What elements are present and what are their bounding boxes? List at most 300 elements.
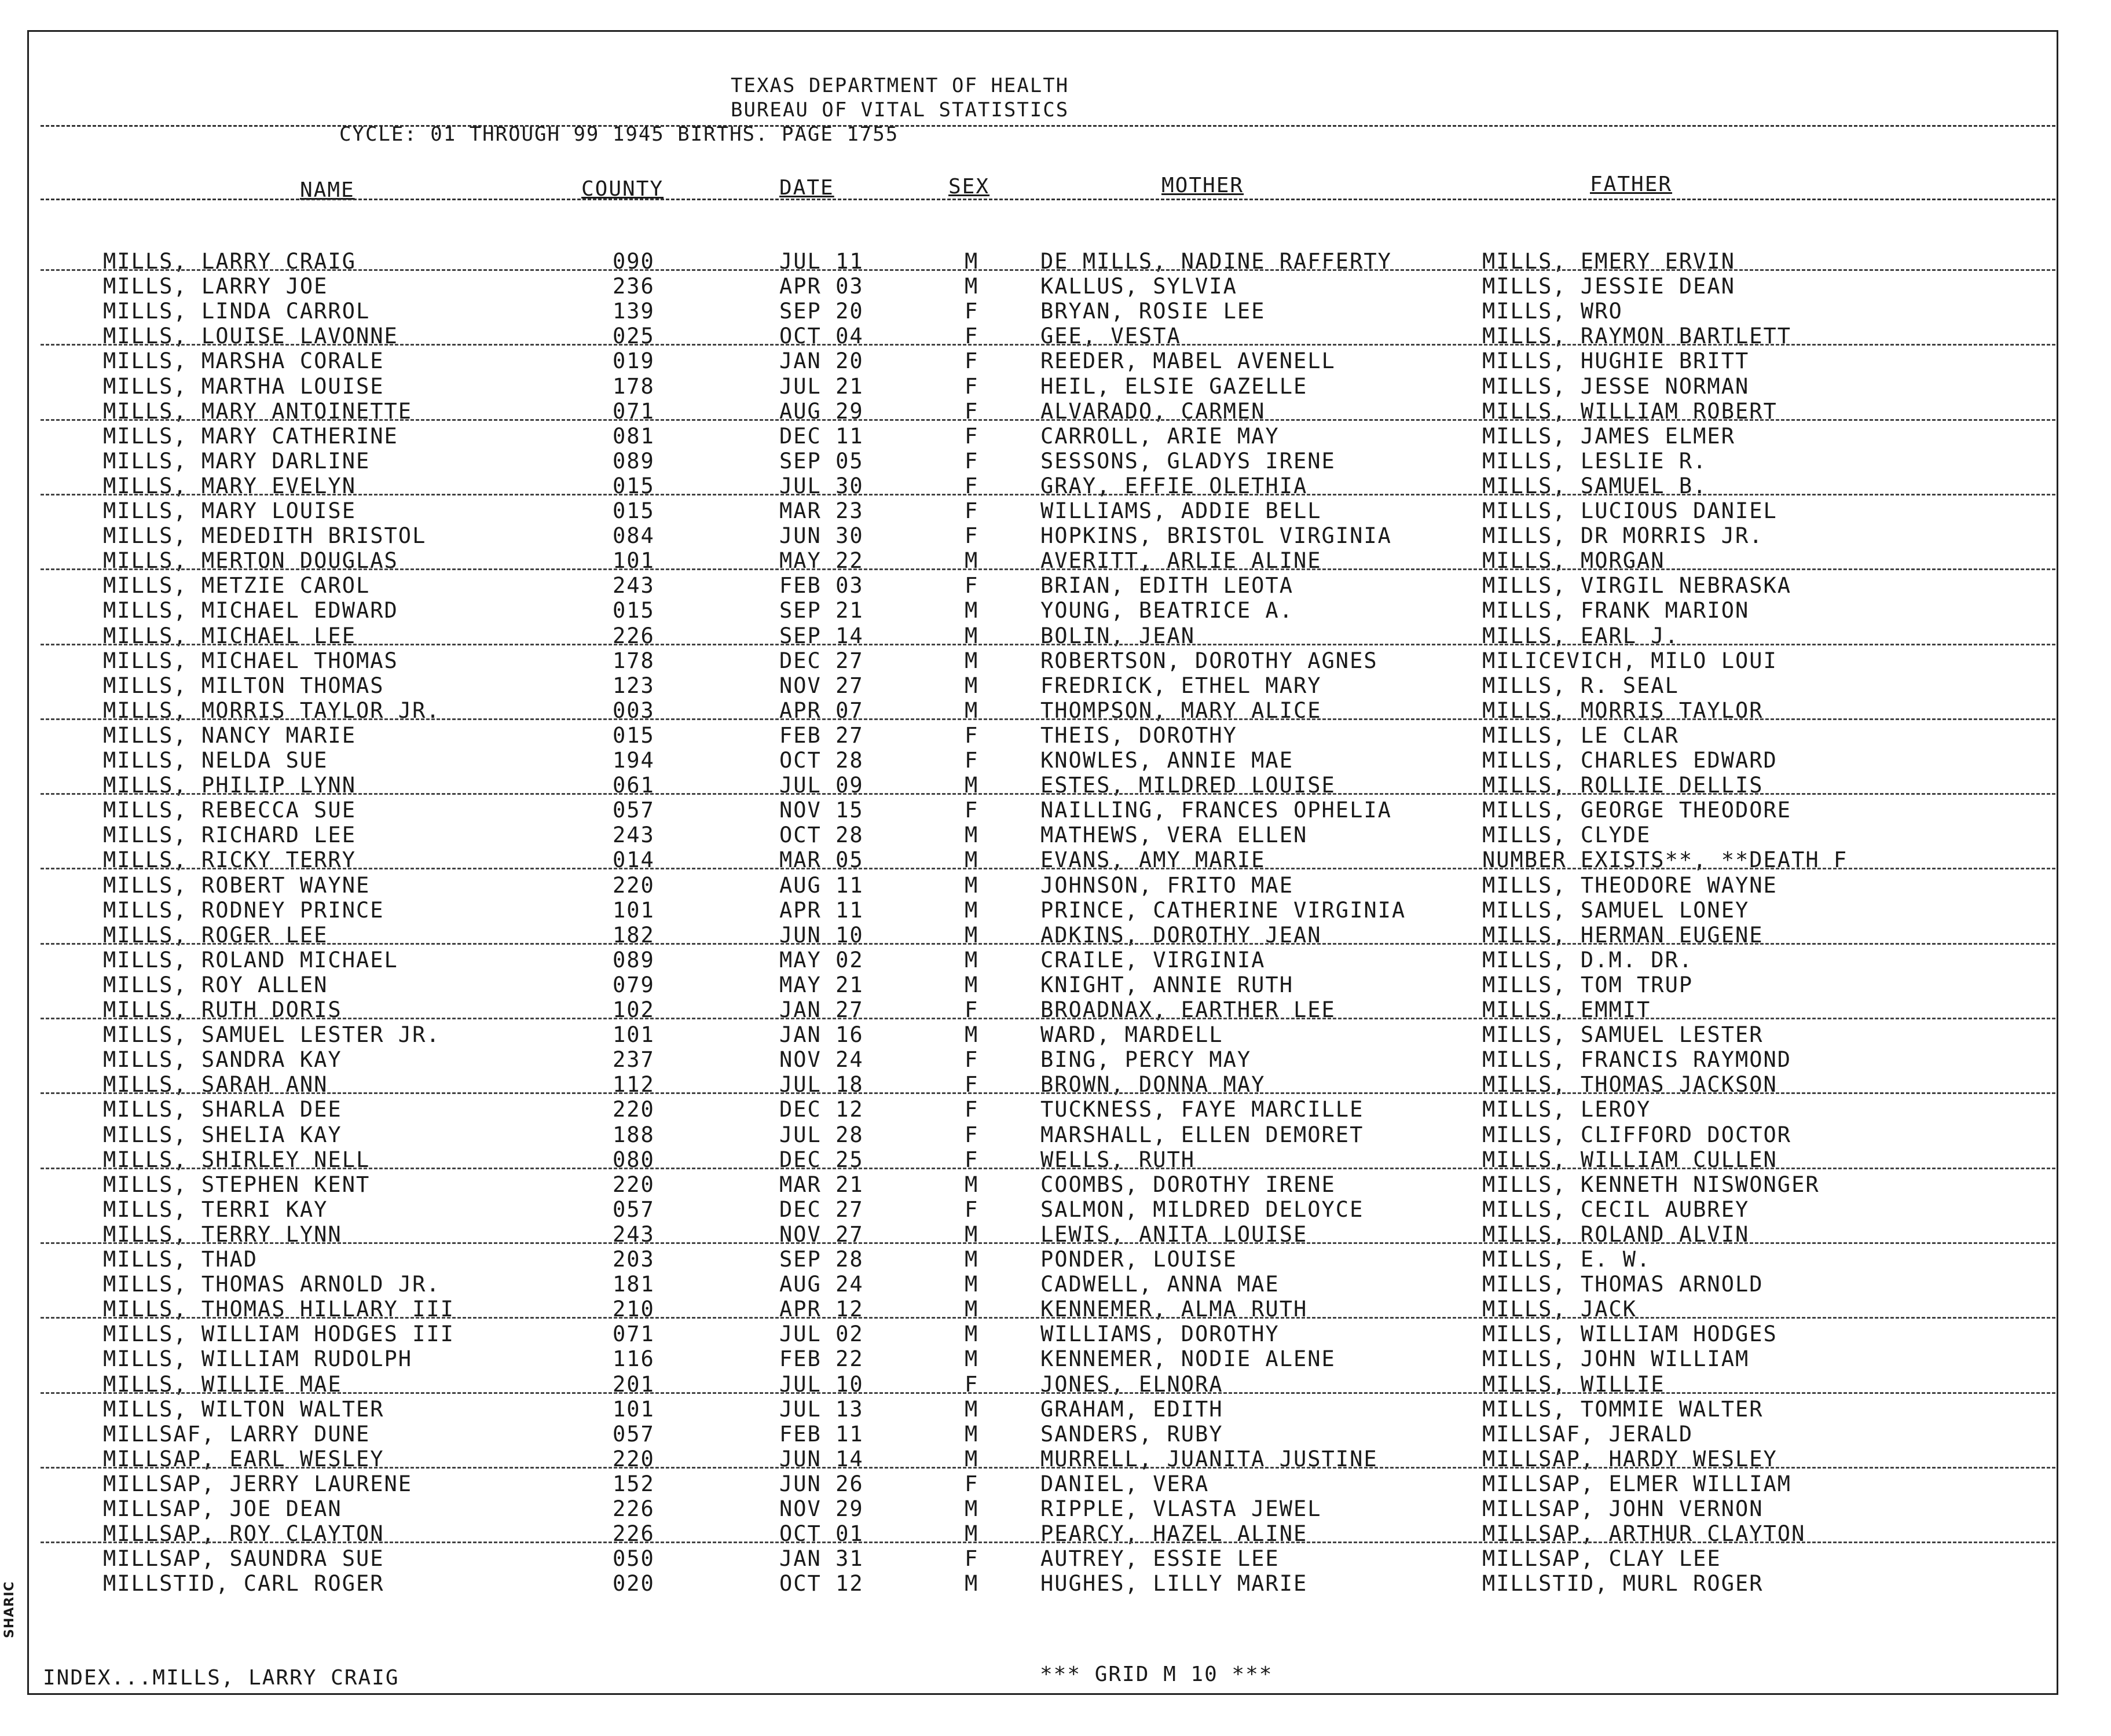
record-county: 057 [613, 1197, 655, 1222]
row-separator [41, 868, 2055, 869]
record-mother: KENNEMER, NODIE ALENE [1040, 1346, 1336, 1372]
record-father: MILLS, TOM TRUP [1482, 972, 1694, 997]
record-name: MILLS, MEDEDITH BRISTOL [103, 523, 427, 549]
record-date: MAR 21 [779, 1172, 864, 1197]
record-mother: HEIL, ELSIE GAZELLE [1040, 373, 1308, 399]
record-date: DEC 27 [779, 1197, 864, 1222]
record-date: OCT 28 [779, 748, 864, 773]
record-date: DEC 27 [779, 648, 864, 673]
record-name: MILLS, WILLIAM RUDOLPH [103, 1346, 413, 1372]
record-mother: THEIS, DOROTHY [1040, 722, 1237, 748]
record-row [0, 823, 2111, 847]
record-date: MAY 22 [779, 548, 864, 574]
record-date: OCT 01 [779, 1521, 864, 1547]
record-row [0, 1571, 2111, 1595]
record-name: MILLS, MARY DARLINE [103, 448, 371, 474]
record-name: MILLS, METZIE CAROL [103, 573, 371, 599]
record-mother: FREDRICK, ETHEL MARY [1040, 673, 1322, 698]
record-father: MILLS, HERMAN EUGENE [1482, 922, 1764, 948]
record-mother: KALLUS, SYLVIA [1040, 274, 1237, 299]
record-father: MILLS, SAMUEL LESTER [1482, 1022, 1764, 1048]
record-date: NOV 24 [779, 1047, 864, 1073]
record-county: 080 [613, 1147, 655, 1172]
record-row [0, 1397, 2111, 1421]
record-county: 019 [613, 348, 655, 374]
record-name: MILLS, THOMAS HILLARY III [103, 1297, 455, 1322]
record-mother: BROWN, DONNA MAY [1040, 1072, 1266, 1098]
record-date: AUG 11 [779, 872, 864, 898]
record-date: MAY 21 [779, 972, 864, 997]
record-county: 226 [613, 623, 655, 648]
record-county: 071 [613, 398, 655, 424]
record-father: MILLS, HUGHIE BRITT [1482, 348, 1750, 374]
record-row [0, 1546, 2111, 1570]
record-county: 015 [613, 722, 655, 748]
record-date: MAR 05 [779, 847, 864, 873]
record-name: MILLSAP, ROY CLAYTON [103, 1521, 384, 1547]
record-date: JUL 10 [779, 1371, 864, 1397]
record-mother: ALVARADO, CARMEN [1040, 398, 1266, 424]
record-county: 015 [613, 473, 655, 498]
record-name: MILLS, MORRIS TAYLOR JR. [103, 698, 441, 723]
record-sex: F [965, 473, 979, 498]
record-row [0, 1272, 2111, 1296]
record-sex: M [965, 274, 979, 299]
record-mother: AVERITT, ARLIE ALINE [1040, 548, 1322, 574]
record-father: MILLS, JACK [1482, 1297, 1637, 1322]
record-sex: M [965, 1247, 979, 1272]
record-mother: JOHNSON, FRITO MAE [1040, 872, 1293, 898]
record-date: JAN 31 [779, 1546, 864, 1572]
record-father: MILLS, LE CLAR [1482, 722, 1679, 748]
row-separator [41, 419, 2055, 421]
row-separator [41, 269, 2055, 271]
record-name: MILLS, TERRY LYNN [103, 1221, 342, 1247]
record-county: 139 [613, 299, 655, 324]
record-father: MILLS, WILLIE [1482, 1371, 1665, 1397]
record-date: DEC 12 [779, 1097, 864, 1122]
record-sex: M [965, 1346, 979, 1372]
record-sex: F [965, 1371, 979, 1397]
record-date: APR 12 [779, 1297, 864, 1322]
row-separator [41, 1467, 2055, 1469]
record-county: 015 [613, 498, 655, 523]
record-mother: PEARCY, HAZEL ALINE [1040, 1521, 1308, 1547]
record-mother: HUGHES, LILLY MARIE [1040, 1571, 1308, 1596]
record-county: 226 [613, 1521, 655, 1547]
record-county: 020 [613, 1571, 655, 1596]
record-sex: M [965, 1421, 979, 1447]
record-sex: F [965, 748, 979, 773]
record-mother: BRIAN, EDITH LEOTA [1040, 573, 1293, 599]
record-sex: M [965, 1322, 979, 1347]
record-date: JUL 09 [779, 773, 864, 798]
record-name: MILLS, MARSHA CORALE [103, 348, 384, 374]
record-county: 090 [613, 249, 655, 274]
record-mother: MARSHALL, ELLEN DEMORET [1040, 1122, 1364, 1147]
record-mother: KNIGHT, ANNIE RUTH [1040, 972, 1293, 997]
record-date: NOV 15 [779, 798, 864, 823]
record-row [0, 1122, 2111, 1147]
record-county: 050 [613, 1546, 655, 1572]
record-father: MILLSAP, ARTHUR CLAYTON [1482, 1521, 1806, 1547]
record-father: MILLSAP, ELMER WILLIAM [1482, 1471, 1792, 1496]
record-county: 152 [613, 1471, 655, 1496]
record-name: MILLSAP, SAUNDRA SUE [103, 1546, 384, 1572]
record-name: MILLS, REBECCA SUE [103, 798, 356, 823]
record-mother: BING, PERCY MAY [1040, 1047, 1252, 1073]
record-name: MILLS, MICHAEL THOMAS [103, 648, 398, 673]
record-name: MILLS, WILTON WALTER [103, 1396, 384, 1422]
record-name: MILLS, RODNEY PRINCE [103, 897, 384, 923]
record-date: APR 03 [779, 274, 864, 299]
record-sex: F [965, 299, 979, 324]
record-sex: F [965, 997, 979, 1022]
record-mother: SANDERS, RUBY [1040, 1421, 1223, 1447]
column-header-sex: SEX [948, 175, 990, 199]
record-sex: F [965, 1072, 979, 1098]
record-mother: GEE, VESTA [1040, 324, 1181, 349]
record-mother: GRAY, EFFIE OLETHIA [1040, 473, 1308, 498]
record-father: MILLS, JESSIE DEAN [1482, 274, 1735, 299]
record-county: 101 [613, 897, 655, 923]
record-date: JUN 10 [779, 922, 864, 948]
record-name: MILLS, MARY CATHERINE [103, 423, 398, 449]
record-date: JUL 13 [779, 1396, 864, 1422]
record-date: MAR 23 [779, 498, 864, 523]
record-sex: M [965, 598, 979, 623]
record-father: MILLS, MORGAN [1482, 548, 1665, 574]
record-name: MILLS, MERTON DOUGLAS [103, 548, 398, 574]
record-county: 079 [613, 972, 655, 997]
record-county: 210 [613, 1297, 655, 1322]
record-name: MILLS, MARY ANTOINETTE [103, 398, 413, 424]
record-name: MILLS, THOMAS ARNOLD JR. [103, 1272, 441, 1297]
record-mother: KNOWLES, ANNIE MAE [1040, 748, 1293, 773]
row-separator [41, 344, 2055, 346]
column-header-father: FATHER [1590, 173, 1673, 196]
record-father: MILLS, LEROY [1482, 1097, 1651, 1122]
record-county: 061 [613, 773, 655, 798]
record-county: 220 [613, 1097, 655, 1122]
record-date: JUL 30 [779, 473, 864, 498]
record-date: JAN 27 [779, 997, 864, 1022]
record-name: MILLS, MICHAEL LEE [103, 623, 356, 648]
record-date: SEP 28 [779, 1247, 864, 1272]
record-sex: M [965, 623, 979, 648]
record-father: MILLS, ROLAND ALVIN [1482, 1221, 1750, 1247]
record-row [0, 948, 2111, 972]
row-separator [41, 1168, 2055, 1169]
header-agency: TEXAS DEPARTMENT OF HEALTH [731, 74, 1069, 97]
record-father: MILLS, EMERY ERVIN [1482, 249, 1735, 274]
record-name: MILLS, RICKY TERRY [103, 847, 356, 873]
record-name: MILLS, NELDA SUE [103, 748, 328, 773]
record-father: MILLS, KENNETH NISWONGER [1482, 1172, 1820, 1197]
record-mother: SESSONS, GLADYS IRENE [1040, 448, 1336, 474]
record-county: 220 [613, 1172, 655, 1197]
record-sex: M [965, 1446, 979, 1471]
row-separator [41, 494, 2055, 496]
record-row [0, 1322, 2111, 1346]
record-sex: F [965, 423, 979, 449]
record-row [0, 348, 2111, 373]
column-header-rule [41, 199, 2055, 200]
record-date: FEB 27 [779, 722, 864, 748]
record-county: 203 [613, 1247, 655, 1272]
record-father: MILLSAP, CLAY LEE [1482, 1546, 1721, 1572]
record-date: NOV 29 [779, 1496, 864, 1521]
record-county: 116 [613, 1346, 655, 1372]
record-county: 057 [613, 798, 655, 823]
row-separator [41, 1092, 2055, 1094]
record-county: 236 [613, 274, 655, 299]
record-date: JUL 02 [779, 1322, 864, 1347]
record-sex: M [965, 1396, 979, 1422]
record-name: MILLS, SHARLA DEE [103, 1097, 342, 1122]
record-mother: ADKINS, DOROTHY JEAN [1040, 922, 1322, 948]
record-county: 178 [613, 648, 655, 673]
record-sex: M [965, 1297, 979, 1322]
record-sex: M [965, 249, 979, 274]
record-name: MILLS, MARY EVELYN [103, 473, 356, 498]
record-county: 178 [613, 373, 655, 399]
record-row [0, 1047, 2111, 1071]
record-sex: M [965, 897, 979, 923]
record-father: MILLS, R. SEAL [1482, 673, 1679, 698]
record-father: MILLS, THEODORE WAYNE [1482, 872, 1778, 898]
record-name: MILLS, SHIRLEY NELL [103, 1147, 371, 1172]
record-row [0, 299, 2111, 323]
record-county: 201 [613, 1371, 655, 1397]
record-county: 071 [613, 1322, 655, 1347]
record-date: JUN 30 [779, 523, 864, 549]
record-father: MILLS, JAMES ELMER [1482, 423, 1735, 449]
row-separator [41, 943, 2055, 945]
record-sex: M [965, 1272, 979, 1297]
record-mother: COOMBS, DOROTHY IRENE [1040, 1172, 1336, 1197]
record-name: MILLSAP, EARL WESLEY [103, 1446, 384, 1471]
record-sex: M [965, 947, 979, 972]
record-date: OCT 12 [779, 1571, 864, 1596]
column-header-mother: MOTHER [1161, 174, 1244, 197]
record-mother: KENNEMER, ALMA RUTH [1040, 1297, 1308, 1322]
record-row [0, 873, 2111, 897]
record-county: 101 [613, 1396, 655, 1422]
record-mother: DE MILLS, NADINE RAFFERTY [1040, 249, 1392, 274]
record-date: MAY 02 [779, 947, 864, 972]
record-sex: M [965, 1521, 979, 1547]
record-county: 194 [613, 748, 655, 773]
record-name: MILLS, SAMUEL LESTER JR. [103, 1022, 441, 1048]
record-sex: F [965, 573, 979, 599]
record-name: MILLS, ROBERT WAYNE [103, 872, 371, 898]
record-name: MILLS, SANDRA KAY [103, 1047, 342, 1073]
record-date: JUL 21 [779, 373, 864, 399]
record-row [0, 274, 2111, 298]
record-name: MILLS, MARY LOUISE [103, 498, 356, 523]
record-row [0, 673, 2111, 698]
record-date: FEB 22 [779, 1346, 864, 1372]
record-name: MILLS, MICHAEL EDWARD [103, 598, 398, 623]
record-date: JUN 14 [779, 1446, 864, 1471]
record-father: MILLS, FRANCIS RAYMOND [1482, 1047, 1792, 1073]
record-row [0, 1422, 2111, 1446]
record-county: 237 [613, 1047, 655, 1073]
record-father: MILLS, WRO [1482, 299, 1623, 324]
record-row [0, 723, 2111, 747]
record-sex: F [965, 373, 979, 399]
record-father: MILLS, CLIFFORD DOCTOR [1482, 1122, 1792, 1147]
record-father: MILLS, LESLIE R. [1482, 448, 1707, 474]
record-father: MILLS, THOMAS JACKSON [1482, 1072, 1778, 1098]
record-father: MILLSAF, JERALD [1482, 1421, 1694, 1447]
record-row [0, 1097, 2111, 1121]
record-row [0, 1022, 2111, 1047]
record-father: MILLS, CECIL AUBREY [1482, 1197, 1750, 1222]
record-father: MILLS, EARL J. [1482, 623, 1679, 648]
record-row [0, 1247, 2111, 1271]
record-sex: M [965, 823, 979, 848]
record-mother: WILLIAMS, DOROTHY [1040, 1322, 1280, 1347]
record-date: SEP 20 [779, 299, 864, 324]
record-father: MILLS, WILLIAM CULLEN [1482, 1147, 1778, 1172]
record-row [0, 498, 2111, 523]
record-county: 112 [613, 1072, 655, 1098]
record-sex: M [965, 698, 979, 723]
record-name: MILLS, ROLAND MICHAEL [103, 947, 398, 972]
record-date: AUG 29 [779, 398, 864, 424]
row-separator [41, 644, 2055, 645]
record-mother: CARROLL, ARIE MAY [1040, 423, 1280, 449]
record-father: MILLS, THOMAS ARNOLD [1482, 1272, 1764, 1297]
record-father: MILLS, DR MORRIS JR. [1482, 523, 1764, 549]
record-county: 003 [613, 698, 655, 723]
record-county: 025 [613, 324, 655, 349]
record-mother: DANIEL, VERA [1040, 1471, 1210, 1496]
record-father: MILLSAP, HARDY WESLEY [1482, 1446, 1778, 1471]
record-mother: EVANS, AMY MARIE [1040, 847, 1266, 873]
record-county: 123 [613, 673, 655, 698]
record-sex: M [965, 847, 979, 873]
record-name: MILLS, SARAH ANN [103, 1072, 328, 1098]
record-father: MILLS, JESSE NORMAN [1482, 373, 1750, 399]
record-sex: F [965, 398, 979, 424]
record-sex: M [965, 548, 979, 574]
record-mother: CRAILE, VIRGINIA [1040, 947, 1266, 972]
record-row [0, 1172, 2111, 1197]
record-sex: F [965, 1122, 979, 1147]
record-father: MILLS, FRANK MARION [1482, 598, 1750, 623]
record-mother: ROBERTSON, DOROTHY AGNES [1040, 648, 1378, 673]
record-mother: WELLS, RUTH [1040, 1147, 1196, 1172]
record-date: JAN 16 [779, 1022, 864, 1048]
record-county: 057 [613, 1421, 655, 1447]
record-row [0, 898, 2111, 922]
record-row [0, 523, 2111, 548]
record-date: SEP 05 [779, 448, 864, 474]
record-date: JAN 20 [779, 348, 864, 374]
record-sex: F [965, 798, 979, 823]
record-father: MILLS, CLYDE [1482, 823, 1651, 848]
record-name: MILLS, MARTHA LOUISE [103, 373, 384, 399]
record-date: AUG 24 [779, 1272, 864, 1297]
record-name: MILLS, SHELIA KAY [103, 1122, 342, 1147]
record-father: MILLSAP, JOHN VERNON [1482, 1496, 1764, 1521]
record-date: JUL 18 [779, 1072, 864, 1098]
record-mother: WARD, MARDELL [1040, 1022, 1223, 1048]
record-county: 243 [613, 573, 655, 599]
record-sex: F [965, 523, 979, 549]
record-mother: HOPKINS, BRISTOL VIRGINIA [1040, 523, 1392, 549]
record-county: 101 [613, 548, 655, 574]
record-row [0, 648, 2111, 673]
record-name: MILLS, LARRY CRAIG [103, 249, 356, 274]
record-sex: M [965, 648, 979, 673]
record-sex: M [965, 1571, 979, 1596]
record-row [0, 598, 2111, 622]
record-county: 220 [613, 872, 655, 898]
column-header-date: DATE [779, 176, 834, 200]
record-mother: TUCKNESS, FAYE MARCILLE [1040, 1097, 1364, 1122]
row-separator [41, 1542, 2055, 1543]
record-county: 089 [613, 947, 655, 972]
row-separator [41, 1392, 2055, 1394]
record-mother: SALMON, MILDRED DELOYCE [1040, 1197, 1364, 1222]
record-father: MILLSTID, MURL ROGER [1482, 1571, 1764, 1596]
record-name: MILLS, WILLIAM HODGES III [103, 1322, 455, 1347]
record-name: MILLS, WILLIE MAE [103, 1371, 342, 1397]
record-name: MILLS, LINDA CARROL [103, 299, 371, 324]
record-mother: BOLIN, JEAN [1040, 623, 1196, 648]
footer-index: INDEX...MILLS, LARRY CRAIG [43, 1666, 400, 1690]
record-sex: F [965, 1546, 979, 1572]
record-father: MILLS, MORRIS TAYLOR [1482, 698, 1764, 723]
record-row [0, 1471, 2111, 1496]
record-date: FEB 11 [779, 1421, 864, 1447]
record-row [0, 1496, 2111, 1521]
record-mother: AUTREY, ESSIE LEE [1040, 1546, 1280, 1572]
record-father: MILLS, E. W. [1482, 1247, 1651, 1272]
record-father: MILLS, WILLIAM ROBERT [1482, 398, 1778, 424]
record-father: NUMBER EXISTS**, **DEATH F [1482, 847, 1848, 873]
record-date: APR 07 [779, 698, 864, 723]
record-row [0, 748, 2111, 772]
record-date: OCT 28 [779, 823, 864, 848]
record-mother: MURRELL, JUANITA JUSTINE [1040, 1446, 1378, 1471]
record-name: MILLS, ROY ALLEN [103, 972, 328, 997]
record-father: MILLS, JOHN WILLIAM [1482, 1346, 1750, 1372]
record-row [0, 798, 2111, 822]
record-county: 102 [613, 997, 655, 1022]
record-mother: RIPPLE, VLASTA JEWEL [1040, 1496, 1322, 1521]
record-county: 243 [613, 823, 655, 848]
record-father: MILLS, SAMUEL B. [1482, 473, 1707, 498]
row-separator [41, 718, 2055, 720]
record-father: MILLS, GEORGE THEODORE [1482, 798, 1792, 823]
row-separator [41, 568, 2055, 570]
record-sex: F [965, 324, 979, 349]
record-row [0, 449, 2111, 473]
side-label: SHARIC [2, 1581, 17, 1638]
record-county: 084 [613, 523, 655, 549]
header-cycle: CYCLE: 01 THROUGH 99 1945 BIRTHS. PAGE 1755 [339, 123, 899, 146]
record-name: MILLS, RUTH DORIS [103, 997, 342, 1022]
record-county: 226 [613, 1496, 655, 1521]
record-mother: PRINCE, CATHERINE VIRGINIA [1040, 897, 1406, 923]
record-name: MILLS, THAD [103, 1247, 258, 1272]
record-date: SEP 21 [779, 598, 864, 623]
